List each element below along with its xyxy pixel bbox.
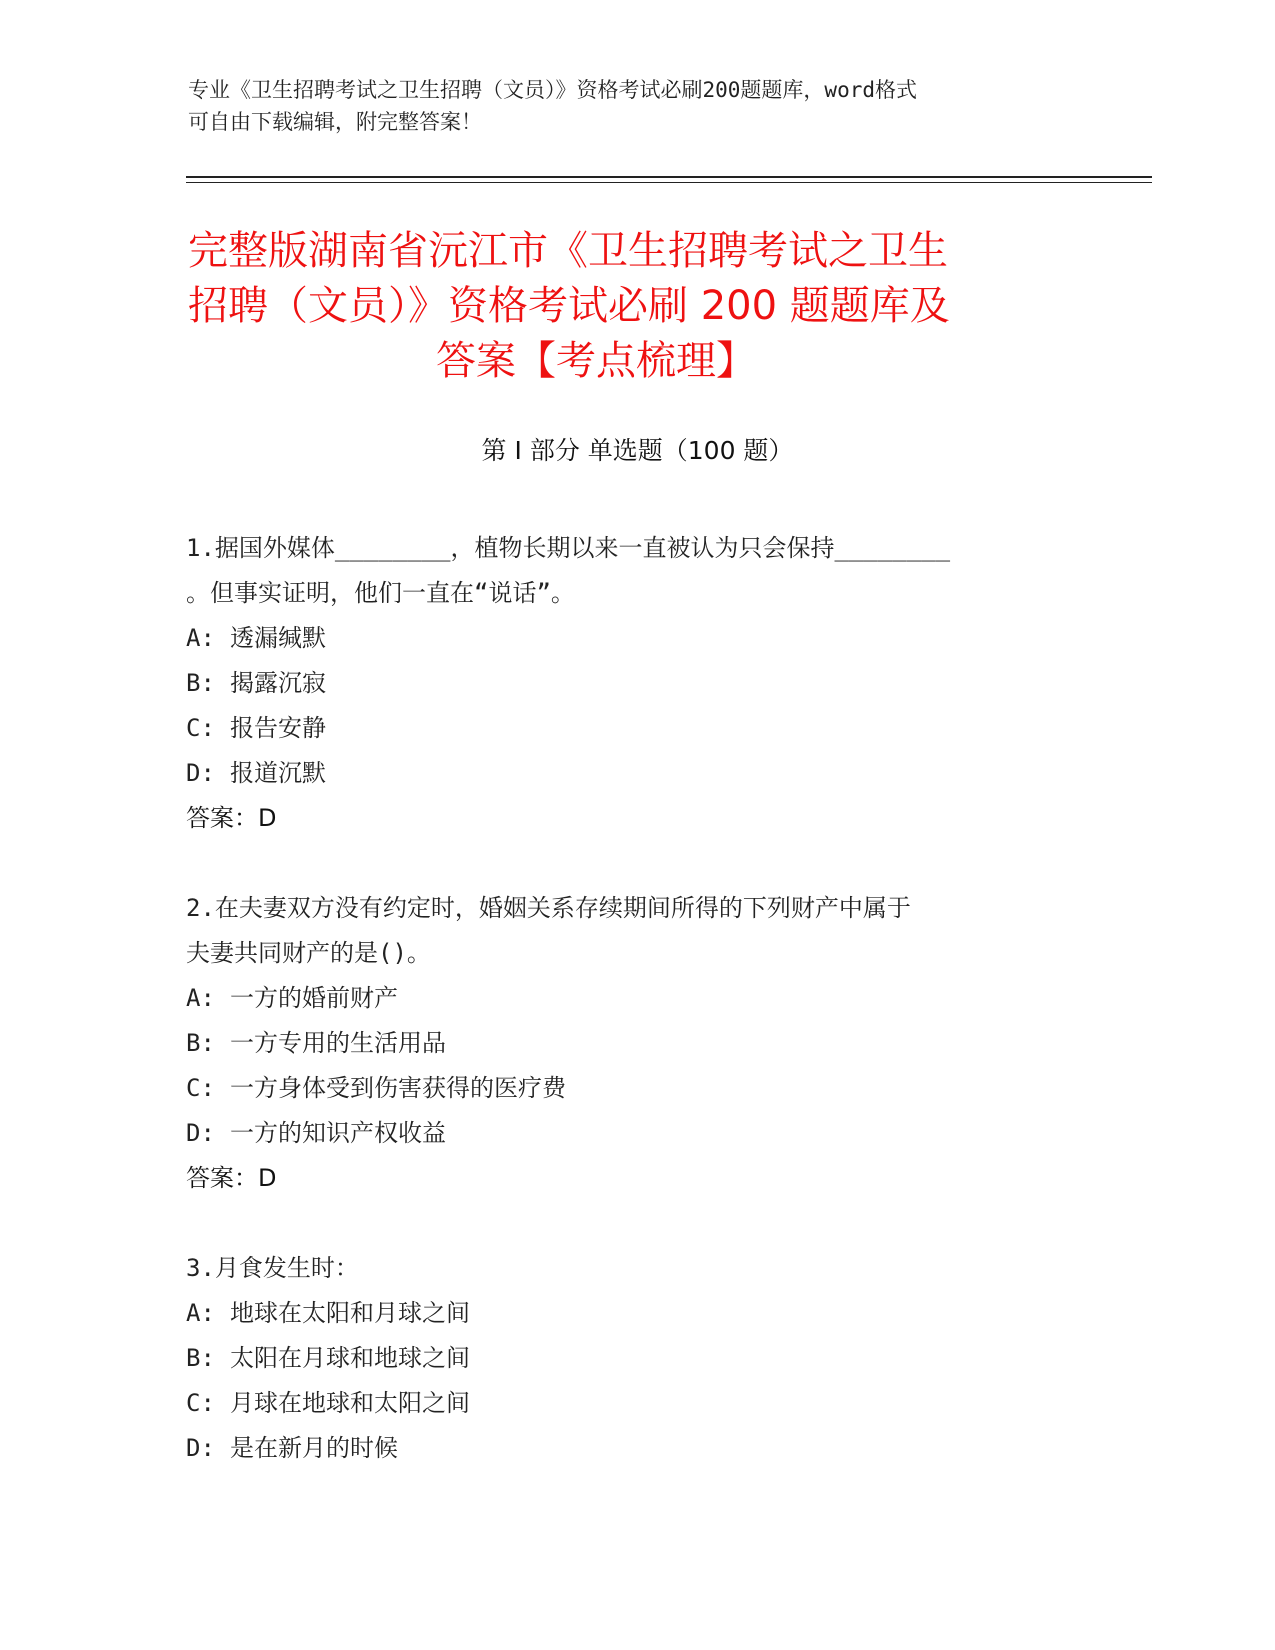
- question-3-option-b: [186, 1336, 1086, 1381]
- option-text: 揭露沉寂: [230, 669, 326, 697]
- option-letter: B:: [186, 669, 215, 697]
- document-title-line-3: 答案【考点梳理】: [436, 338, 756, 384]
- question-1-option-a: [186, 616, 1086, 661]
- option-letter: D:: [186, 759, 215, 787]
- option-text: 太阳在月球和地球之间: [230, 1344, 470, 1372]
- question-1-stem-line-1: 1.据国外媒体________，植物长期以来一直被认为只会保持________: [186, 534, 951, 562]
- document-title: [188, 224, 1088, 389]
- document-title-line-1: 完整版湖南省沅江市《卫生招聘考试之卫生: [188, 228, 948, 274]
- question-1-option-b: [186, 661, 1086, 706]
- option-letter: A:: [186, 1299, 215, 1327]
- question-list: [186, 526, 1086, 1471]
- option-text: 报告安静: [230, 714, 326, 742]
- option-text: 一方专用的生活用品: [230, 1029, 446, 1057]
- question-3-stem-line-1: 3.月食发生时：: [186, 1254, 359, 1282]
- question-1-option-c: [186, 706, 1086, 751]
- question-2-option-c: [186, 1066, 1086, 1111]
- option-letter: B:: [186, 1029, 215, 1057]
- question-2: [186, 886, 1086, 1201]
- option-letter: A:: [186, 984, 215, 1012]
- option-text: 报道沉默: [230, 759, 326, 787]
- option-letter: B:: [186, 1344, 215, 1372]
- question-1-option-d: [186, 751, 1086, 796]
- option-text: 一方的知识产权收益: [230, 1119, 446, 1147]
- header-note: [188, 74, 1068, 138]
- option-text: 月球在地球和太阳之间: [230, 1389, 470, 1417]
- option-text: 一方的婚前财产: [230, 984, 398, 1012]
- question-1-stem-line-2: 。但事实证明，他们一直在“说话”。: [186, 579, 575, 607]
- question-2-answer: 答案：D: [186, 1164, 277, 1192]
- option-text: 是在新月的时候: [230, 1434, 398, 1462]
- question-3-option-a: [186, 1291, 1086, 1336]
- option-letter: D:: [186, 1434, 215, 1462]
- option-letter: A:: [186, 624, 215, 652]
- option-letter: C:: [186, 714, 215, 742]
- option-text: 一方身体受到伤害获得的医疗费: [230, 1074, 566, 1102]
- option-text: 透漏缄默: [230, 624, 326, 652]
- option-letter: D:: [186, 1119, 215, 1147]
- question-1: [186, 526, 1086, 841]
- option-text: 地球在太阳和月球之间: [230, 1299, 470, 1327]
- question-3: [186, 1246, 1086, 1471]
- question-3-option-d: [186, 1426, 1086, 1471]
- question-3-option-c: [186, 1381, 1086, 1426]
- question-2-stem-line-2: 夫妻共同财产的是()。: [186, 939, 431, 967]
- question-1-answer: 答案：D: [186, 804, 277, 832]
- header-note-line-2: 可自由下载编辑，附完整答案！: [188, 110, 482, 134]
- header-divider-thin: [186, 182, 1152, 183]
- question-2-option-b: [186, 1021, 1086, 1066]
- section-title: 第 I 部分 单选题（100 题）: [481, 436, 794, 465]
- header-note-line-1: 专业《卫生招聘考试之卫生招聘（文员）》资格考试必刷200题题库，word格式: [188, 78, 917, 102]
- document-title-line-2: 招聘（文员）》资格考试必刷 200 题题库及: [188, 283, 950, 329]
- question-2-option-a: [186, 976, 1086, 1021]
- question-2-stem-line-1: 2.在夫妻双方没有约定时，婚姻关系存续期间所得的下列财产中属于: [186, 894, 911, 922]
- option-letter: C:: [186, 1074, 215, 1102]
- question-2-option-d: [186, 1111, 1086, 1156]
- option-letter: C:: [186, 1389, 215, 1417]
- header-divider-thick: [186, 176, 1152, 178]
